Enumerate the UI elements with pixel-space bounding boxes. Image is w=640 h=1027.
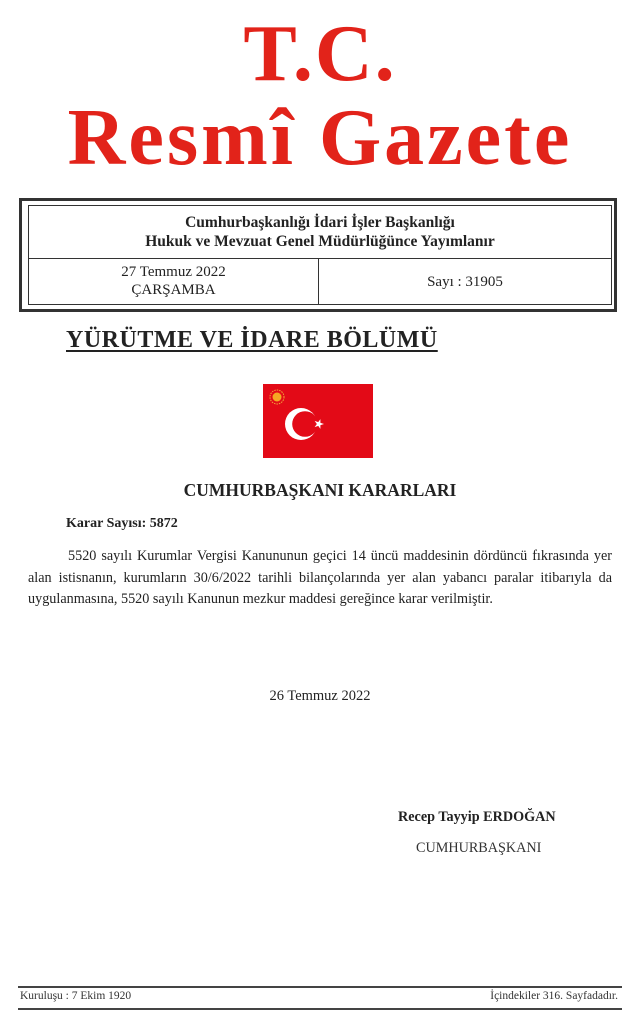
issue-date: 27 Temmuz 2022 [121,264,226,280]
decision-number: Karar Sayısı: 5872 [66,516,178,531]
footer-divider-top [18,986,622,988]
footer-founded: Kuruluşu : 7 Ekim 1920 [20,990,132,1002]
decisions-heading: CUMHURBAŞKANI KARARLARI [183,480,457,500]
footer-contents-note: İçindekiler 316. Sayfadadır. [490,990,618,1002]
masthead-title: Resmî Gazete [67,94,573,182]
flag-graphic [263,384,373,458]
signature-date: 26 Temmuz 2022 [269,688,371,704]
publisher-cell [29,206,611,259]
masthead-tc: T.C. [243,10,397,98]
signer-name: Recep Tayyip ERDOĞAN [398,809,556,825]
issue-weekday: ÇARŞAMBA [131,282,216,298]
publisher-line-2: Hukuk ve Mevzuat Genel Müdürlüğünce Yayımlanır [145,233,495,250]
footer-divider-bottom [18,1008,622,1010]
issue-number: Sayı : 31905 [427,274,503,290]
signer-title: CUMHURBAŞKANI [416,840,542,856]
decision-body: 5520 sayılı Kurumlar Vergisi Kanununun geçici 14 üncü maddesinin dördüncü fıkrasında yer alan istisnanın, kurumların 30/6/2022 tarihli bilançolarında yer alan yabancı paralar itibarıyla da uygulanmasına, 5520 sayılı Kanunun mezkur maddesi gereğince karar verilmiştir. [28,548,612,607]
publisher-line-1: Cumhurbaşkanlığı İdari İşler Başkanlığı [185,214,455,231]
section-title: YÜRÜTME VE İDARE BÖLÜMÜ [66,327,438,353]
date-cell [29,259,319,305]
turkish-flag-icon [263,384,373,458]
header-box [28,205,612,305]
